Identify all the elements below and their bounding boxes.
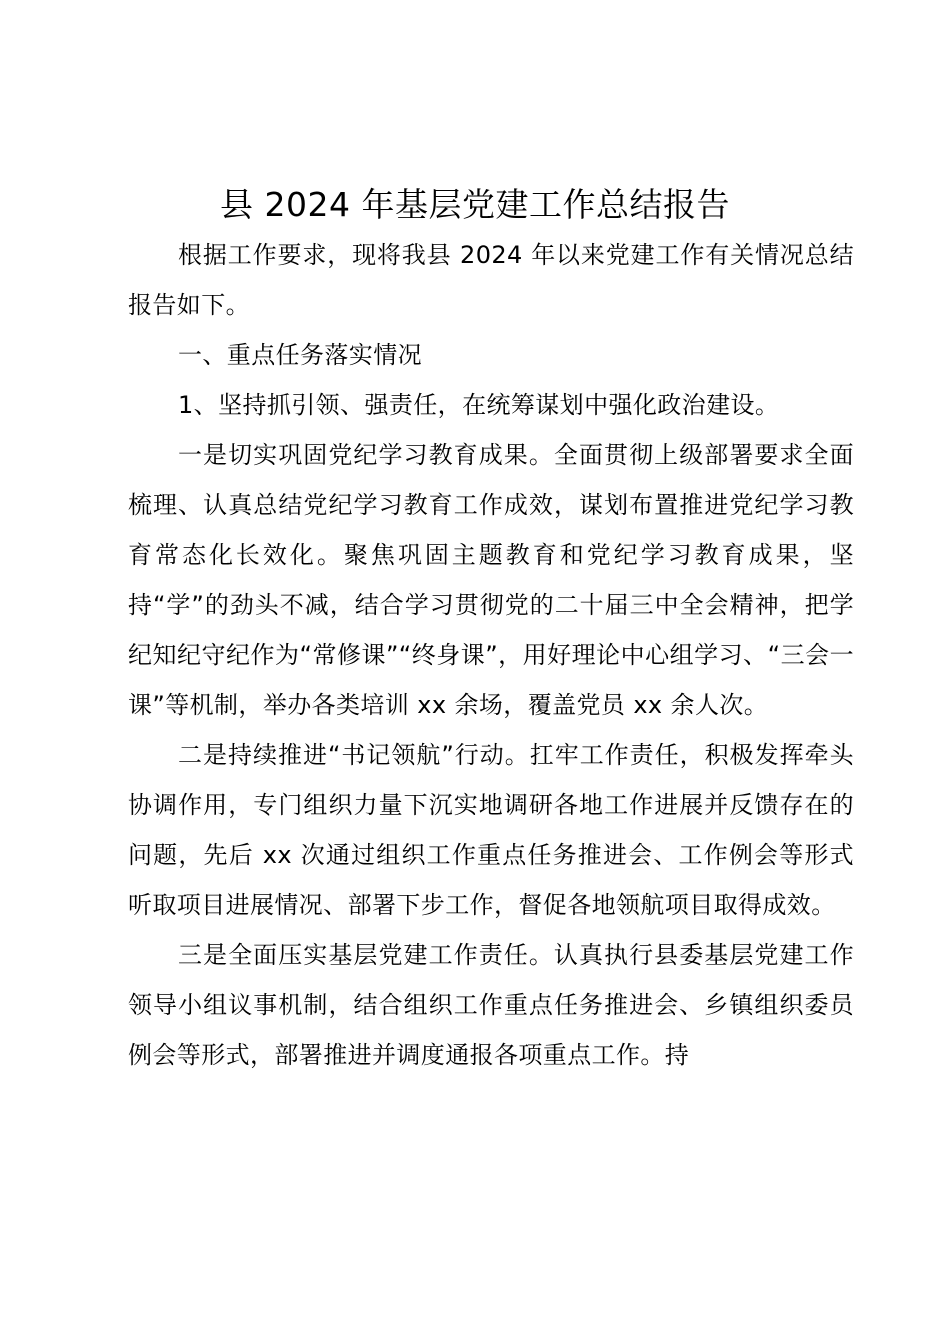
body-paragraph: 二是持续推进“书记领航”行动。扛牢工作责任，积极发挥牵头协调作用，专门组织力量下沉实地调研各地工作进展并反馈存在的问题，先后 xx 次通过组织工作重点任务推进会、工作例会等形式听取项目进展情况、部署下步工作，督促各地领航项目取得成效。 [128, 741, 854, 919]
body-paragraph: 一是切实巩固党纪学习教育成果。全面贯彻上级部署要求全面梳理、认真总结党纪学习教育工作成效，谋划布置推进党纪学习教育常态化长效化。聚焦巩固主题教育和党纪学习教育成果，坚持“学”的劲头不减，结合学习贯彻党的二十届三中全会精神，把学纪知纪守纪作为“常修课”“终身课”，用好理论中心组学习、“三会一课”等机制，举办各类培训 xx 余场，覆盖党员 xx 余人次。 [128, 441, 854, 719]
section-heading: 一、重点任务落实情况 [178, 341, 422, 369]
intro-paragraph: 根据工作要求，现将我县 2024 年以来党建工作有关情况总结报告如下。 [128, 241, 854, 319]
document-body [128, 230, 854, 1080]
body-paragraph: 三是全面压实基层党建工作责任。认真执行县委基层党建工作领导小组议事机制，结合组织工作重点任务推进会、乡镇组织委员例会等形式，部署推进并调度通报各项重点工作。持 [128, 941, 854, 1069]
subsection-heading: 1、坚持抓引领、强责任，在统筹谋划中强化政治建设。 [178, 391, 780, 419]
document-title: 县 2024 年基层党建工作总结报告 [220, 185, 730, 224]
